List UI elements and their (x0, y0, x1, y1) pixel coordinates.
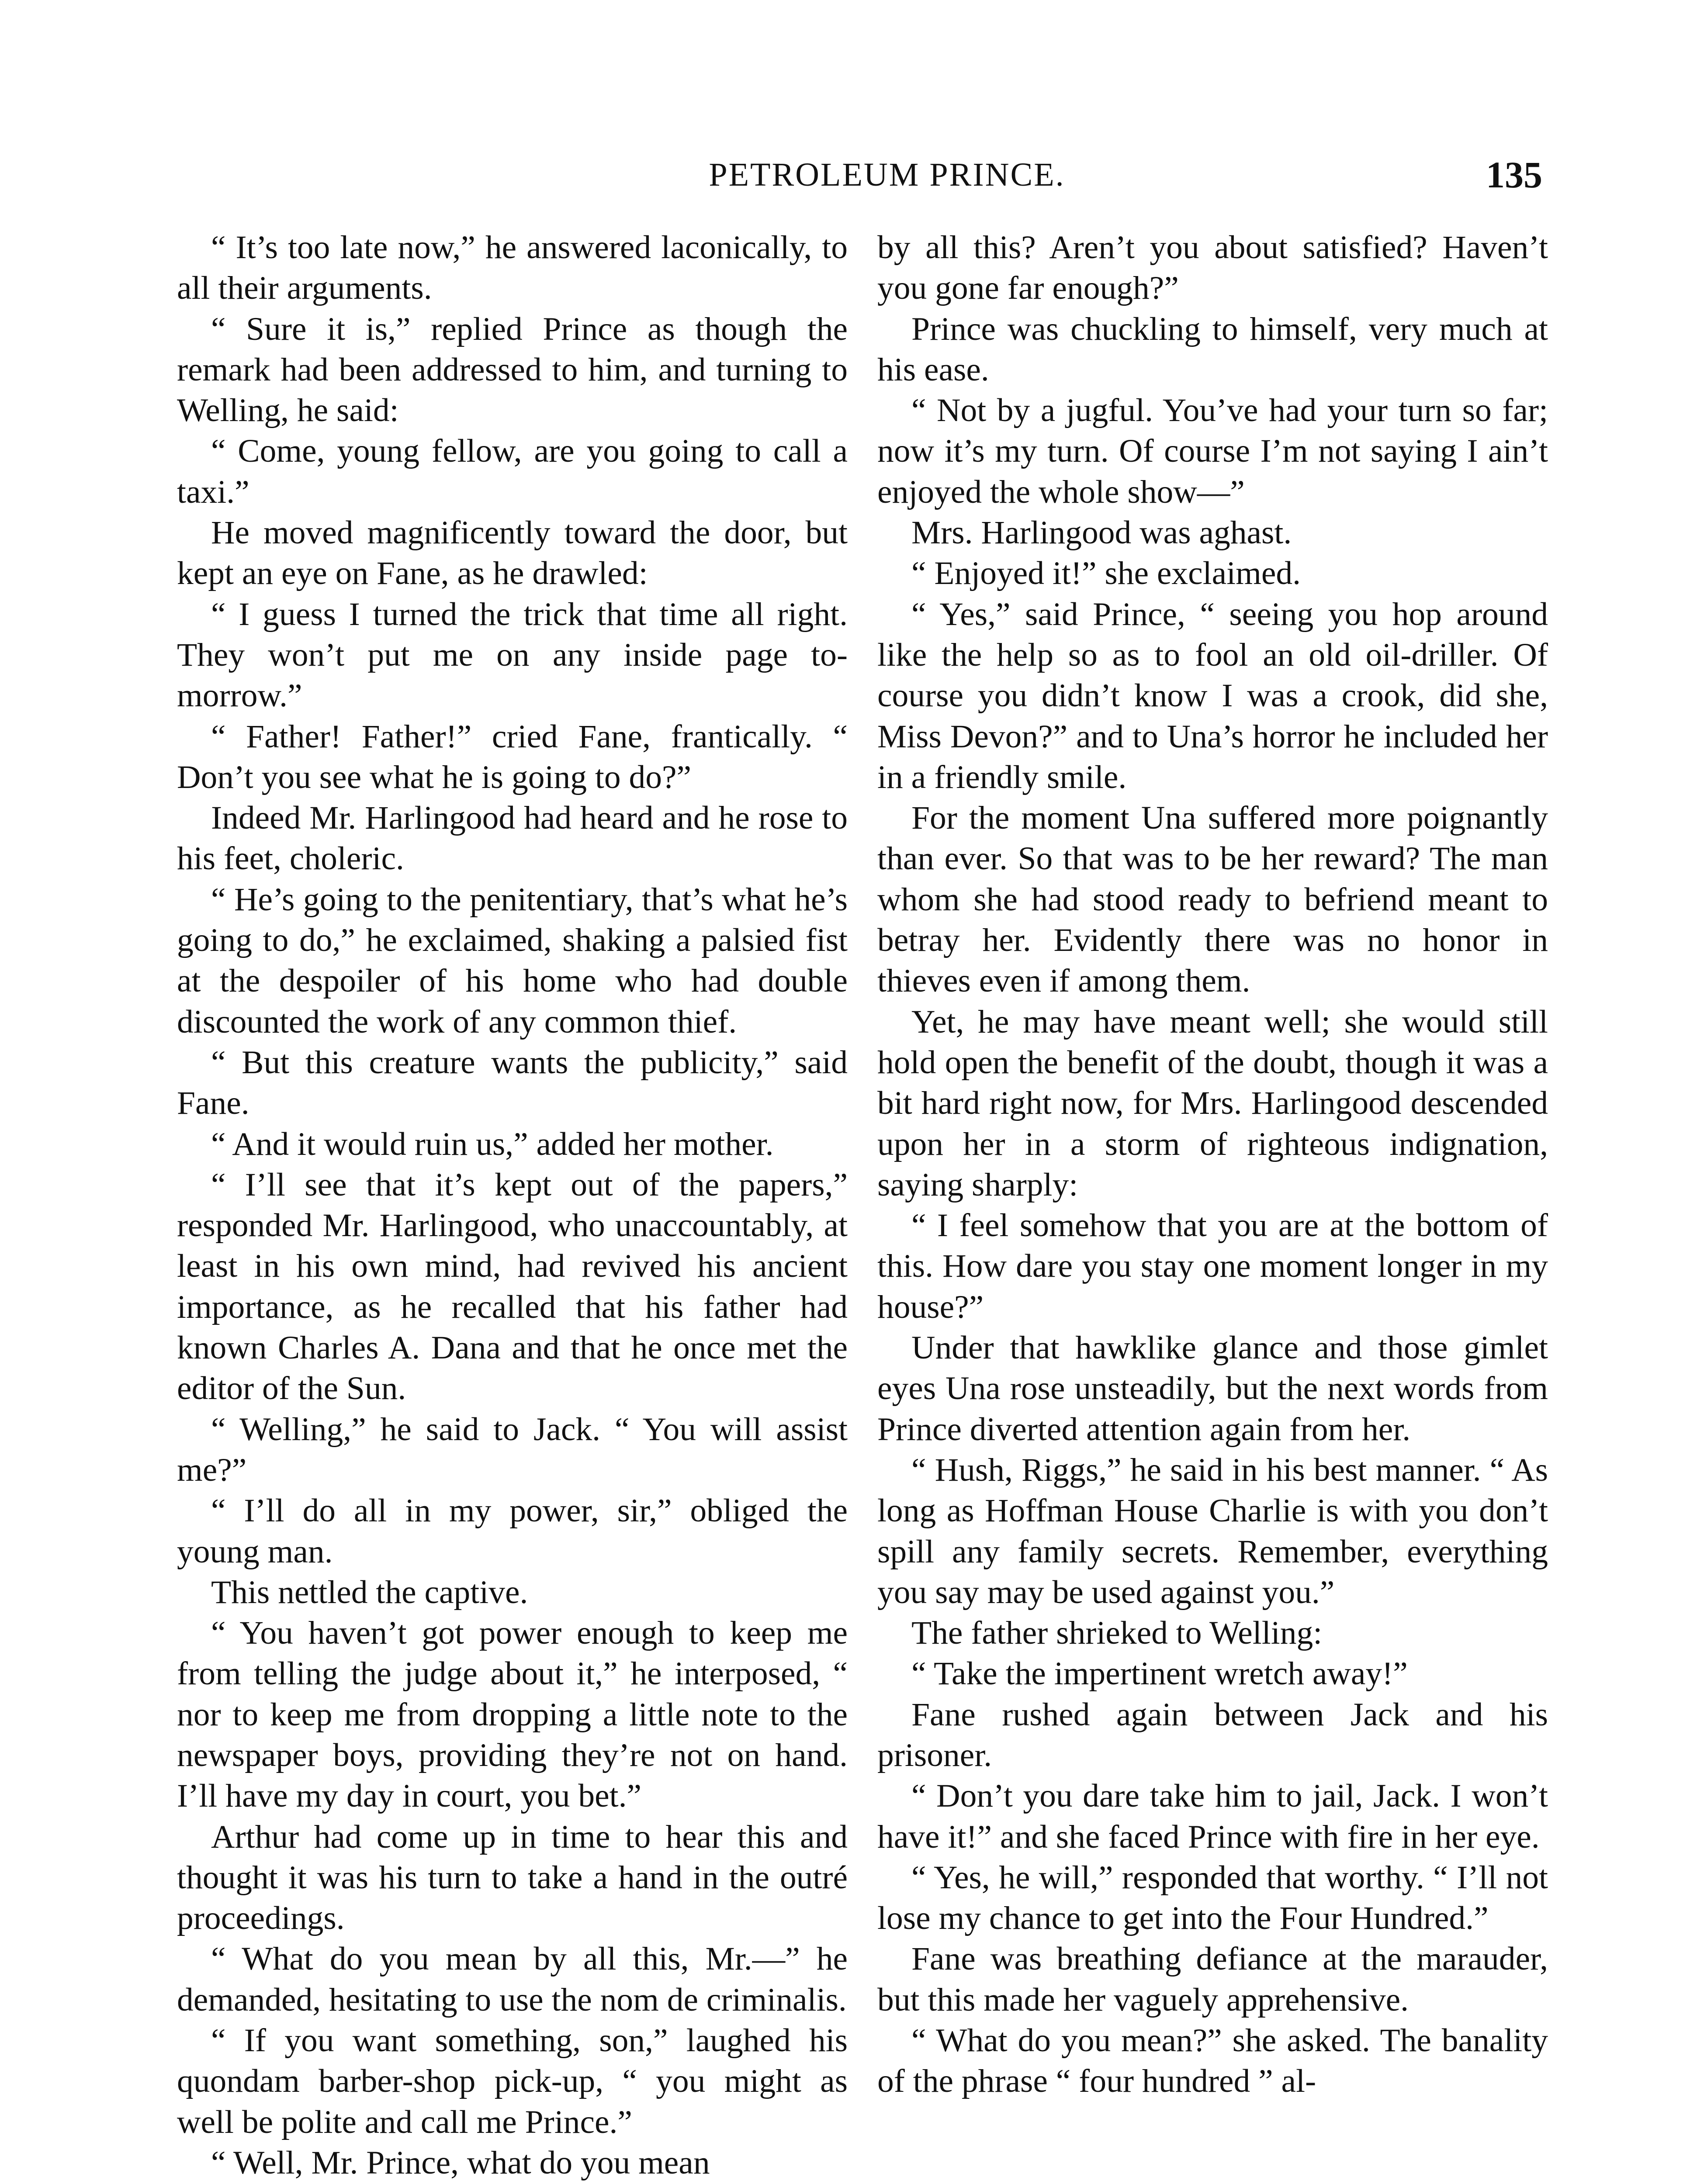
paragraph: Under that hawklike glance and those gimlet eyes Una rose unsteadily, but the next words from Prince diverted attention again from her. (877, 1330, 1548, 1448)
paragraph: Yet, he may have meant well; she would still hold open the benefit of the doubt, though it was a bit hard right now, for Mrs. Harlingood descended upon her in a storm of righteous indignation, saying sharply: (877, 1003, 1548, 1203)
paragraph: “ Come, young fellow, are you going to call a taxi.” (177, 433, 848, 510)
paragraph: “ Well, Mr. Prince, what do you mean (211, 2144, 710, 2181)
page-number: 135 (1486, 154, 1542, 196)
paragraph: “ But this creature wants the publicity,” said Fane. (177, 1044, 848, 1122)
paragraph: “ Yes,” said Prince, “ seeing you hop around like the help so as to fool an old oil-driller. Of course you didn’t know I was a crook, did she, Miss Devon?” and to Una’s horror he included her in a friendly smile. (877, 596, 1548, 795)
paragraph: “ Not by a jugful. You’ve had your turn so far; now it’s my turn. Of course I’m not saying I ain’t enjoyed the whole show—” (877, 392, 1548, 510)
paragraph: This nettled the captive. (211, 1574, 528, 1610)
paragraph: “ If you want something, son,” laughed his quondam barber-shop pick-up, “ you might as well be polite and call me Prince.” (177, 2022, 848, 2140)
paragraph: by all this? Aren’t you about satisfied? Haven’t you gone far enough?” (877, 229, 1548, 307)
paragraph: “ I’ll see that it’s kept out of the papers,” responded Mr. Harlingood, who unaccountably, at least in his own mind, had revived his ancient importance, as he recalled that his father had known Charles A. Dana and that he once met the editor of the Sun. (177, 1166, 848, 1407)
paragraph: Mrs. Harlingood was aghast. (911, 515, 1292, 551)
paragraph: “ I’ll do all in my power, sir,” obliged the young man. (177, 1493, 848, 1570)
paragraph: “ Take the impertinent wretch away!” (911, 1655, 1408, 1692)
paragraph: Indeed Mr. Harlingood had heard and he rose to his feet, choleric. (177, 800, 848, 877)
paragraph: He moved magnificently toward the door, but kept an eye on Fane, as he drawled: (177, 515, 848, 592)
paragraph: “ Enjoyed it!” she exclaimed. (911, 555, 1301, 592)
paragraph: For the moment Una suffered more poignantly than ever. So that was to be her reward? The man whom she had stood ready to befriend meant to betray her. Evidently there was no honor in thieves even if among them. (877, 800, 1548, 999)
paragraph: “ And it would ruin us,” added her mother. (211, 1126, 774, 1162)
right-text-column (877, 227, 1548, 2102)
paragraph: Fane rushed again between Jack and his prisoner. (877, 1696, 1548, 1773)
running-head (175, 151, 1542, 203)
paragraph: “ What do you mean?” she asked. The banality of the phrase “ four hundred ” al- (877, 2022, 1548, 2100)
paragraph: Prince was chuckling to himself, very much at his ease. (877, 311, 1548, 388)
left-text-column (177, 227, 848, 2183)
paragraph: The father shrieked to Welling: (911, 1615, 1323, 1652)
paragraph: Arthur had come up in time to hear this and thought it was his turn to take a hand in the outré proceedings. (177, 1818, 848, 1937)
paragraph: “ Father! Father!” cried Fane, frantically. “ Don’t you see what he is going to do?” (177, 718, 848, 795)
paragraph: “ You haven’t got power enough to keep me from telling the judge about it,” he interposed, “ nor to keep me from dropping a little note to the newspaper boys, providing they’re not on hand. I’ll have my day in court, you bet.” (177, 1615, 848, 1814)
paragraph: “ He’s going to the penitentiary, that’s what he’s going to do,” he exclaimed, shaking a palsied fist at the despoiler of his home who had double discounted the work of any common thief. (177, 881, 848, 1040)
paragraph: “ Don’t you dare take him to jail, Jack. I won’t have it!” and she faced Prince with fire in her eye. (877, 1778, 1548, 1855)
paragraph: “ I guess I turned the trick that time all right. They won’t put me on any inside page to-morrow.” (177, 596, 848, 714)
paragraph: “ Welling,” he said to Jack. “ You will assist me?” (177, 1411, 848, 1488)
paragraph: Fane was breathing defiance at the marauder, but this made her vaguely apprehensive. (877, 1941, 1548, 2018)
paragraph: “ I feel somehow that you are at the bottom of this. How dare you stay one moment longer in my house?” (877, 1207, 1548, 1325)
paragraph: “ Sure it is,” replied Prince as though the remark had been addressed to him, and turning to Welling, he said: (177, 311, 848, 429)
paragraph: “ What do you mean by all this, Mr.—” he demanded, hesitating to use the nom de criminalis. (177, 1941, 848, 2018)
paragraph: “ Hush, Riggs,” he said in his best manner. “ As long as Hoffman House Charlie is with you don’t spill any family secrets. Remember, everything you say may be used against you.” (877, 1451, 1548, 1610)
running-title: PETROLEUM PRINCE. (709, 156, 1065, 193)
paragraph: “ Yes, he will,” responded that worthy. “ I’ll not lose my chance to get into the Four Hundred.” (877, 1859, 1548, 1937)
paragraph: “ It’s too late now,” he answered laconically, to all their arguments. (177, 229, 848, 307)
